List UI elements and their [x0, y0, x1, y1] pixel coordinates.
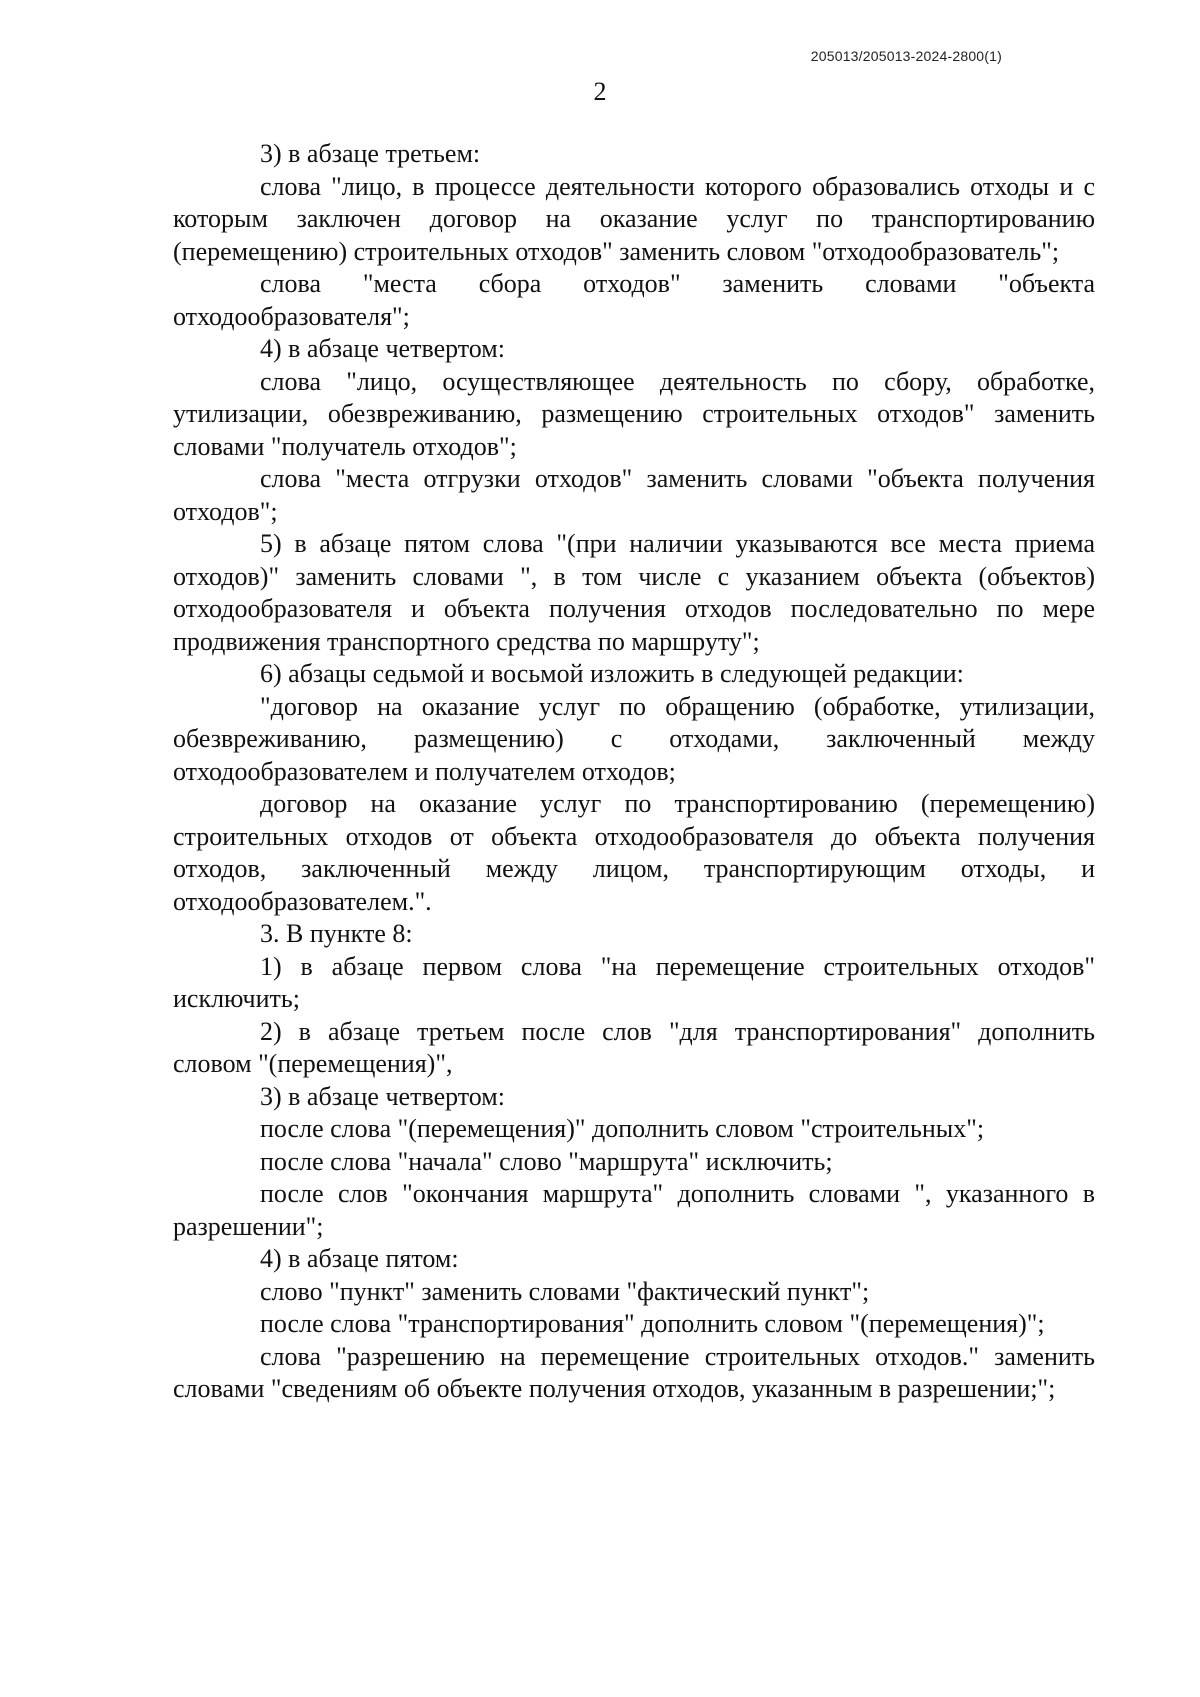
document-body: [173, 138, 1095, 1406]
paragraph: "договор на оказание услуг по обращению (обработке, утилизации, обезвреживанию, размещению) с отходами, заключенный между отходообразователем и получателем отходов;: [173, 691, 1095, 786]
paragraph: слова "лицо, осуществляющее деятельность по сбору, обработке, утилизации, обезвреживанию, размещению строительных отходов" заменить словами "получатель отходов";: [173, 366, 1095, 461]
paragraph: 6) абзацы седьмой и восьмой изложить в следующей редакции:: [260, 659, 964, 688]
paragraph: слово "пункт" заменить словами "фактический пункт";: [260, 1276, 870, 1306]
document-id: 205013/205013-2024-2800(1): [810, 48, 1002, 64]
paragraph: 4) в абзаце четвертом:: [260, 334, 505, 363]
paragraph: слова "разрешению на перемещение строительных отходов." заменить словами "сведениям об объекте получения отходов, указанным в разрешении;";: [173, 1341, 1095, 1403]
paragraph: 4) в абзаце пятом:: [260, 1244, 459, 1273]
paragraph: 3) в абзаце четвертом:: [260, 1081, 505, 1111]
paragraph: договор на оказание услуг по транспортированию (перемещению) строительных отходов от объекта отходообразователя до объекта получения отходов, заключенный между лицом, транспортирующим отходы, и отходообразователем.".: [173, 789, 1095, 916]
paragraph: 3) в абзаце третьем:: [260, 139, 481, 168]
paragraph: 2) в абзаце третьем после слов "для транспортирования" дополнить словом "(перемещения)",: [173, 1016, 1095, 1078]
paragraph: после слова "начала" слово "маршрута" исключить;: [260, 1146, 833, 1176]
paragraph: 1) в абзаце первом слова "на перемещение строительных отходов" исключить;: [173, 951, 1095, 1013]
paragraph: слова "места сбора отходов" заменить словами "объекта отходообразователя";: [173, 269, 1095, 331]
paragraph: после слов "окончания маршрута" дополнить словами ", указанного в разрешении";: [173, 1179, 1095, 1241]
paragraph: после слова "транспортирования" дополнить словом "(перемещения)";: [260, 1309, 1045, 1338]
paragraph: слова "лицо, в процессе деятельности которого образовались отходы и с которым заключен договор на оказание услуг по транспортированию (перемещению) строительных отходов" заменить словом "отходообразователь";: [173, 171, 1095, 266]
paragraph: 5) в абзаце пятом слова "(при наличии указываются все места приема отходов)" заменить словами ", в том числе с указанием объекта (объектов) отходообразователя и объекта получения отходов последовательно по мере продвижения транспортного средства по маршруту";: [173, 529, 1095, 656]
paragraph: 3. В пункте 8:: [260, 919, 413, 948]
paragraph: слова "места отгрузки отходов" заменить словами "объекта получения отходов";: [173, 464, 1095, 526]
page-number: 2: [593, 77, 607, 106]
paragraph: после слова "(перемещения)" дополнить словом "строительных";: [260, 1114, 985, 1143]
